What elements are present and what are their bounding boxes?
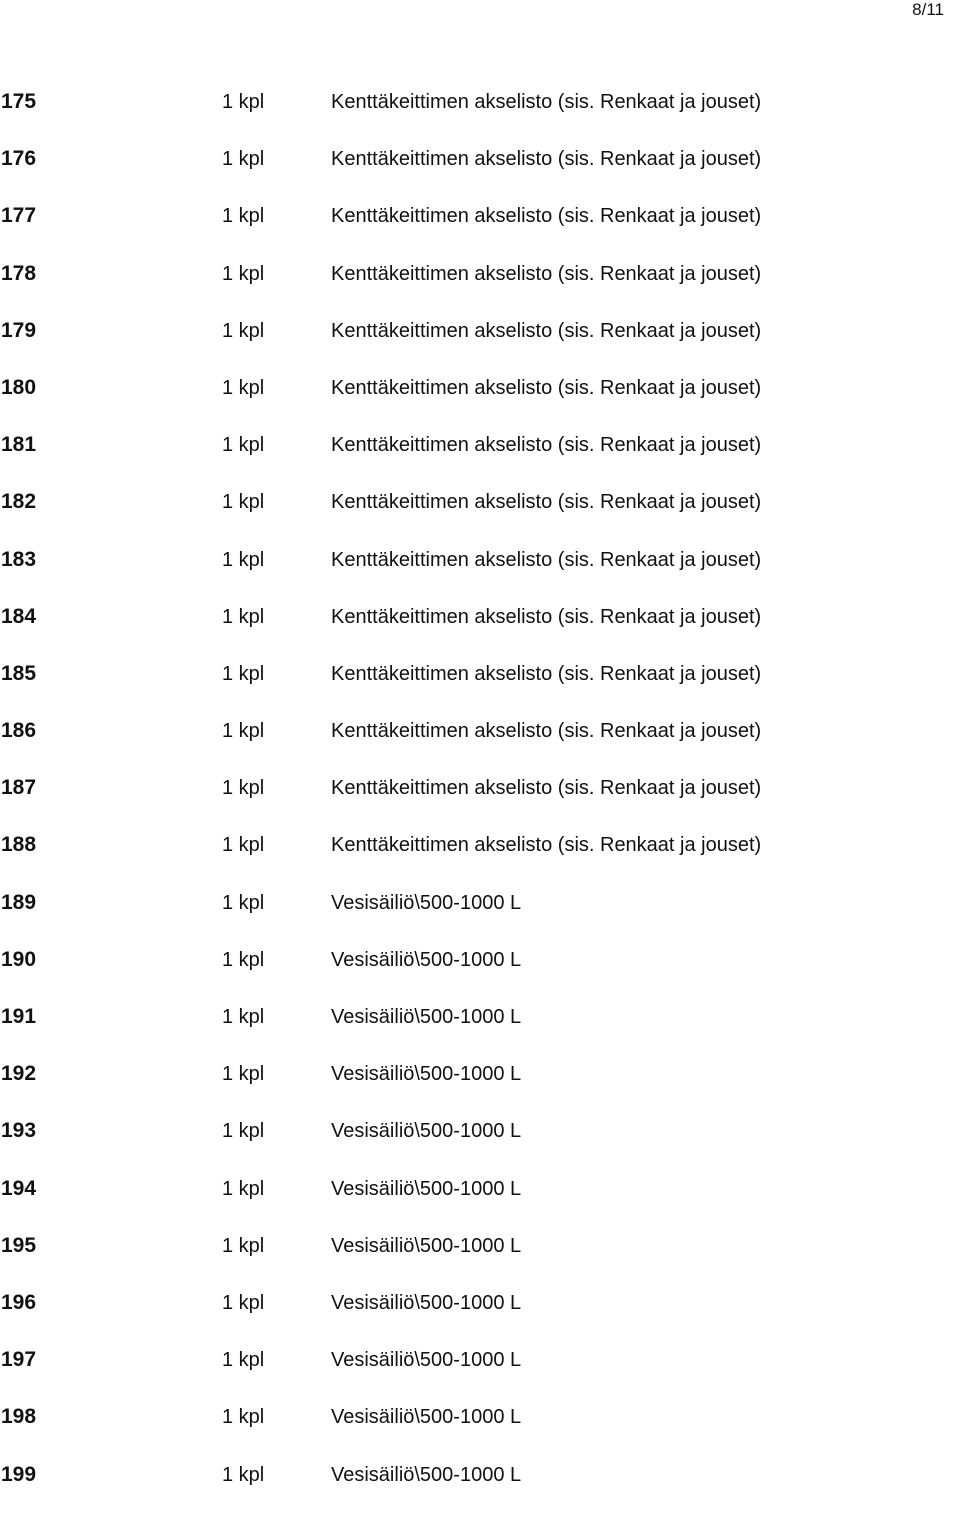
list-item bbox=[0, 87, 960, 144]
list-item bbox=[0, 144, 960, 201]
item-number: 186 bbox=[1, 719, 37, 743]
item-quantity: 1 kpl bbox=[222, 662, 265, 685]
list-item bbox=[0, 545, 960, 602]
item-quantity: 1 kpl bbox=[222, 548, 265, 571]
item-number: 188 bbox=[1, 833, 37, 857]
list-item bbox=[0, 487, 960, 544]
item-number: 185 bbox=[1, 661, 37, 685]
item-quantity: 1 kpl bbox=[222, 205, 265, 228]
item-description: Kenttäkeittimen akselisto (sis. Renkaat ja jouset) bbox=[331, 262, 762, 285]
list-item bbox=[0, 1059, 960, 1116]
item-description: Vesisäiliö\500-1000 L bbox=[331, 1177, 522, 1200]
item-quantity: 1 kpl bbox=[222, 605, 265, 628]
item-number: 179 bbox=[1, 318, 37, 342]
item-quantity: 1 kpl bbox=[222, 1406, 265, 1429]
item-number: 197 bbox=[1, 1348, 37, 1372]
item-quantity: 1 kpl bbox=[222, 1234, 265, 1257]
item-quantity: 1 kpl bbox=[222, 376, 265, 399]
item-quantity: 1 kpl bbox=[222, 1349, 265, 1372]
item-number: 182 bbox=[1, 490, 37, 514]
item-number: 191 bbox=[1, 1005, 37, 1028]
item-number: 190 bbox=[1, 947, 37, 971]
item-description: Kenttäkeittimen akselisto (sis. Renkaat ja jouset) bbox=[331, 834, 762, 857]
item-description: Vesisäiliö\500-1000 L bbox=[331, 1291, 522, 1314]
item-quantity: 1 kpl bbox=[222, 1063, 265, 1086]
item-description: Vesisäiliö\500-1000 L bbox=[331, 1349, 522, 1372]
item-description: Kenttäkeittimen akselisto (sis. Renkaat ja jouset) bbox=[331, 91, 762, 113]
item-quantity: 1 kpl bbox=[222, 319, 265, 342]
list-item bbox=[0, 1345, 960, 1402]
item-quantity: 1 kpl bbox=[222, 1006, 265, 1028]
item-description: Vesisäiliö\500-1000 L bbox=[331, 891, 522, 914]
item-quantity: 1 kpl bbox=[222, 948, 265, 971]
item-number: 199 bbox=[1, 1462, 37, 1486]
item-number: 184 bbox=[1, 604, 37, 628]
item-list bbox=[0, 87, 960, 1517]
item-number: 180 bbox=[1, 375, 37, 399]
item-quantity: 1 kpl bbox=[222, 720, 265, 743]
item-description: Vesisäiliö\500-1000 L bbox=[331, 1463, 522, 1486]
item-number: 176 bbox=[1, 147, 37, 171]
item-description: Kenttäkeittimen akselisto (sis. Renkaat ja jouset) bbox=[331, 319, 762, 342]
item-quantity: 1 kpl bbox=[222, 1463, 265, 1486]
list-item bbox=[0, 316, 960, 373]
list-item bbox=[0, 1174, 960, 1231]
list-item bbox=[0, 945, 960, 1002]
list-item bbox=[0, 1002, 960, 1059]
item-description: Kenttäkeittimen akselisto (sis. Renkaat ja jouset) bbox=[331, 148, 762, 171]
item-quantity: 1 kpl bbox=[222, 1177, 265, 1200]
list-item bbox=[0, 888, 960, 945]
item-quantity: 1 kpl bbox=[222, 148, 265, 171]
item-description: Vesisäiliö\500-1000 L bbox=[331, 1234, 522, 1257]
item-description: Kenttäkeittimen akselisto (sis. Renkaat ja jouset) bbox=[331, 491, 762, 514]
item-description: Vesisäiliö\500-1000 L bbox=[331, 948, 522, 971]
item-quantity: 1 kpl bbox=[222, 434, 265, 457]
item-quantity: 1 kpl bbox=[222, 777, 265, 800]
list-item bbox=[0, 716, 960, 773]
item-number: 195 bbox=[1, 1233, 37, 1257]
item-description: Kenttäkeittimen akselisto (sis. Renkaat ja jouset) bbox=[331, 376, 762, 399]
list-item bbox=[0, 1231, 960, 1288]
item-number: 192 bbox=[1, 1062, 37, 1086]
list-item bbox=[0, 1116, 960, 1173]
item-description: Kenttäkeittimen akselisto (sis. Renkaat ja jouset) bbox=[331, 662, 762, 685]
item-number: 194 bbox=[1, 1176, 37, 1200]
item-number: 198 bbox=[1, 1405, 37, 1429]
item-quantity: 1 kpl bbox=[222, 262, 265, 285]
list-item bbox=[0, 1288, 960, 1345]
item-description: Vesisäiliö\500-1000 L bbox=[331, 1406, 522, 1429]
list-item bbox=[0, 830, 960, 887]
item-quantity: 1 kpl bbox=[222, 1291, 265, 1314]
list-item bbox=[0, 201, 960, 258]
item-description: Vesisäiliö\500-1000 L bbox=[331, 1063, 522, 1086]
item-description: Kenttäkeittimen akselisto (sis. Renkaat ja jouset) bbox=[331, 205, 762, 228]
item-quantity: 1 kpl bbox=[222, 891, 265, 914]
item-description: Kenttäkeittimen akselisto (sis. Renkaat ja jouset) bbox=[331, 720, 762, 743]
list-item bbox=[0, 602, 960, 659]
list-item bbox=[0, 659, 960, 716]
item-number: 177 bbox=[1, 204, 37, 228]
item-description: Vesisäiliö\500-1000 L bbox=[331, 1006, 522, 1028]
item-number: 175 bbox=[1, 90, 37, 113]
item-number: 181 bbox=[1, 433, 37, 457]
item-number: 193 bbox=[1, 1119, 37, 1143]
item-quantity: 1 kpl bbox=[222, 1120, 265, 1143]
item-quantity: 1 kpl bbox=[222, 834, 265, 857]
item-quantity: 1 kpl bbox=[222, 491, 265, 514]
list-item bbox=[0, 1460, 960, 1517]
item-description: Kenttäkeittimen akselisto (sis. Renkaat ja jouset) bbox=[331, 434, 762, 457]
list-item bbox=[0, 1402, 960, 1459]
page-number: 8/11 bbox=[912, 0, 944, 19]
list-item bbox=[0, 430, 960, 487]
item-number: 189 bbox=[1, 890, 37, 914]
list-item bbox=[0, 373, 960, 430]
item-description: Kenttäkeittimen akselisto (sis. Renkaat ja jouset) bbox=[331, 777, 762, 800]
item-number: 187 bbox=[1, 776, 37, 800]
item-number: 196 bbox=[1, 1290, 37, 1314]
item-description: Kenttäkeittimen akselisto (sis. Renkaat ja jouset) bbox=[331, 605, 762, 628]
item-number: 178 bbox=[1, 261, 37, 285]
item-quantity: 1 kpl bbox=[222, 91, 265, 113]
item-description: Vesisäiliö\500-1000 L bbox=[331, 1120, 522, 1143]
list-item bbox=[0, 773, 960, 830]
item-number: 183 bbox=[1, 547, 37, 571]
item-description: Kenttäkeittimen akselisto (sis. Renkaat ja jouset) bbox=[331, 548, 762, 571]
list-item bbox=[0, 259, 960, 316]
